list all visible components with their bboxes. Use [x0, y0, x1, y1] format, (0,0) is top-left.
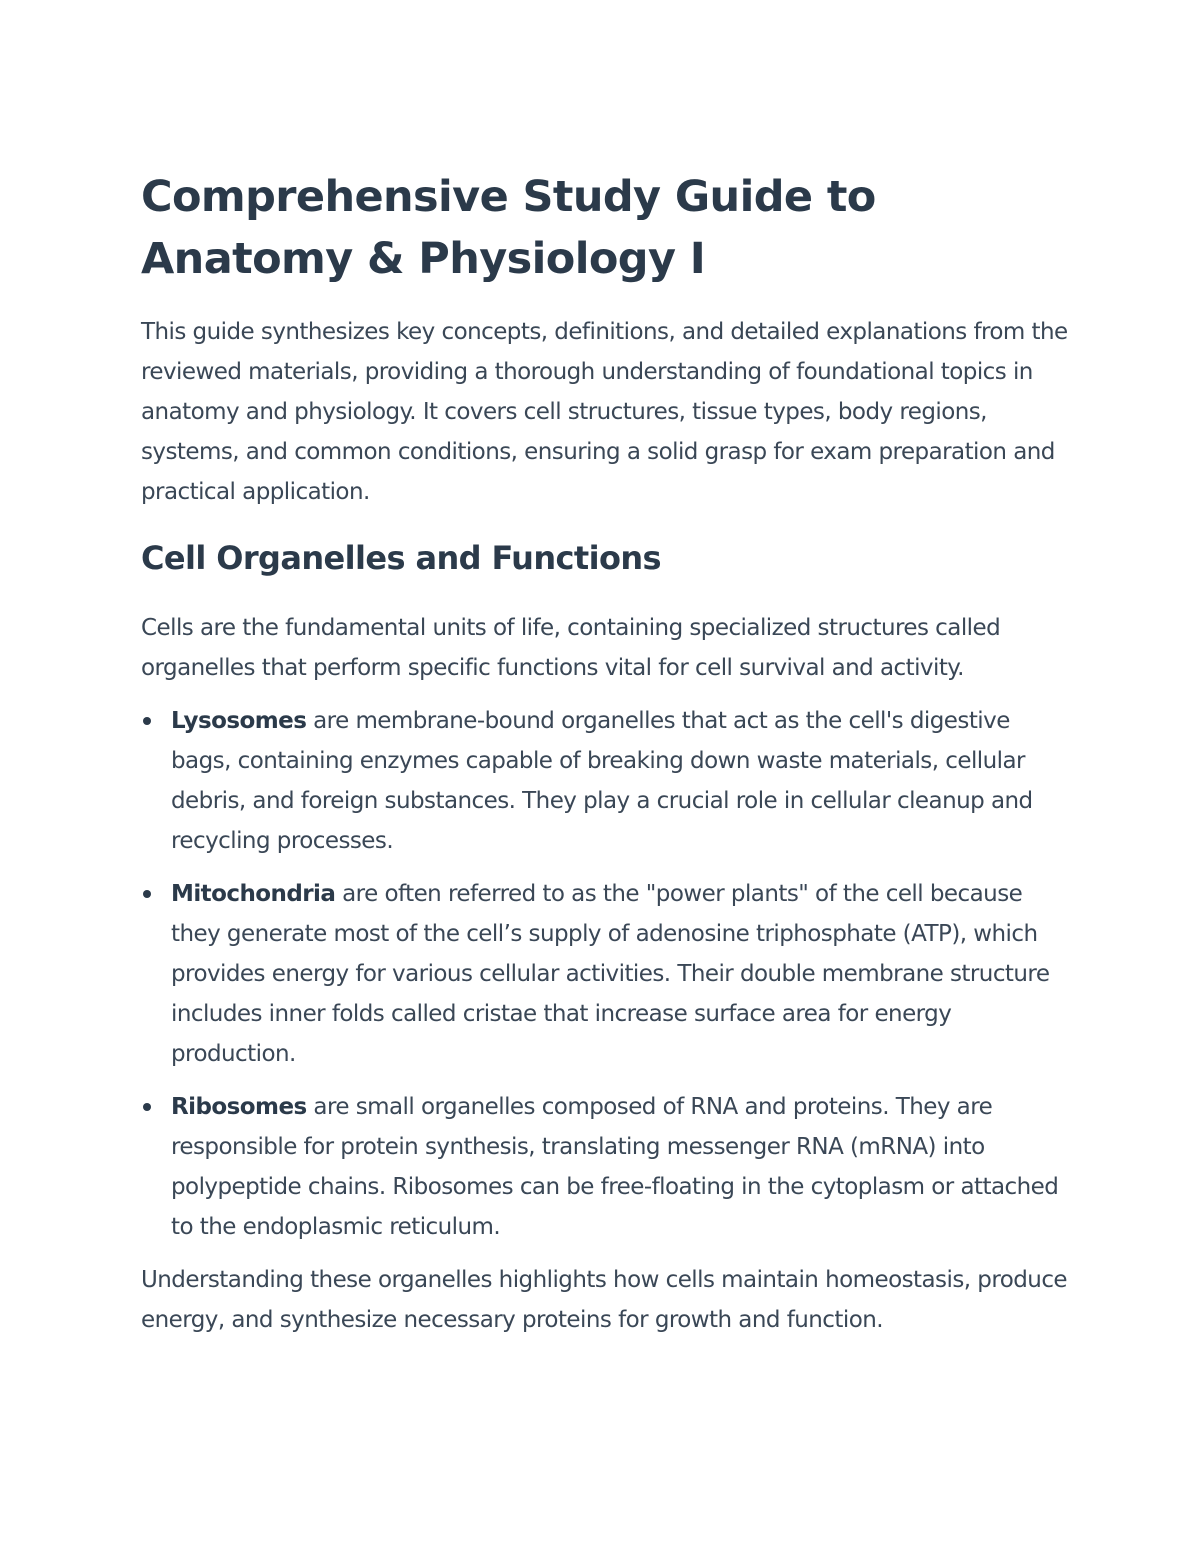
term-lysosomes: Lysosomes — [171, 708, 307, 734]
term-mitochondria: Mitochondria — [171, 881, 336, 907]
term-ribosomes: Ribosomes — [171, 1094, 307, 1120]
list-item-mitochondria — [141, 874, 1076, 1074]
organelle-list — [141, 701, 1076, 1247]
description-lysosomes: are membrane-bound organelles that act as the cell's digestive bags, containing enzymes capable of breaking down waste materials, cellular debris, and foreign substances. They play a crucial role in cellular cleanup and recycling processes. — [171, 708, 1033, 854]
section-heading: Cell Organelles and Functions — [141, 539, 661, 577]
document-page — [141, 166, 1076, 1340]
bullet-icon — [143, 717, 151, 725]
list-item-ribosomes — [141, 1087, 1076, 1247]
description-mitochondria: are often referred to as the "power plants" of the cell because they generate most of the cell’s supply of adenosine triphosphate (ATP), which provides energy for various cellular activities. Their double membrane structure includes inner folds called cristae that increase surface area for energy production. — [171, 881, 1050, 1067]
section-lead-paragraph: Cells are the fundamental units of life, containing specialized structures called organelles that perform specific functions vital for cell survival and activity. — [141, 615, 1001, 681]
list-item-lysosomes — [141, 701, 1076, 861]
document-title: Comprehensive Study Guide to Anatomy & Physiology I — [141, 172, 876, 284]
bullet-icon — [143, 890, 151, 898]
bullet-icon — [143, 1103, 151, 1111]
intro-paragraph: This guide synthesizes key concepts, definitions, and detailed explanations from the reviewed materials, providing a thorough understanding of foundational topics in anatomy and physiology. It covers cell structures, tissue types, body regions, systems, and common conditions, ensuring a solid grasp for exam preparation and practical application. — [141, 319, 1068, 505]
closing-paragraph: Understanding these organelles highlights how cells maintain homeostasis, produce energy, and synthesize necessary proteins for growth and function. — [141, 1267, 1068, 1333]
description-ribosomes: are small organelles composed of RNA and proteins. They are responsible for protein synthesis, translating messenger RNA (mRNA) into polypeptide chains. Ribosomes can be free-floating in the cytoplasm or attached to the endoplasmic reticulum. — [171, 1094, 1059, 1240]
